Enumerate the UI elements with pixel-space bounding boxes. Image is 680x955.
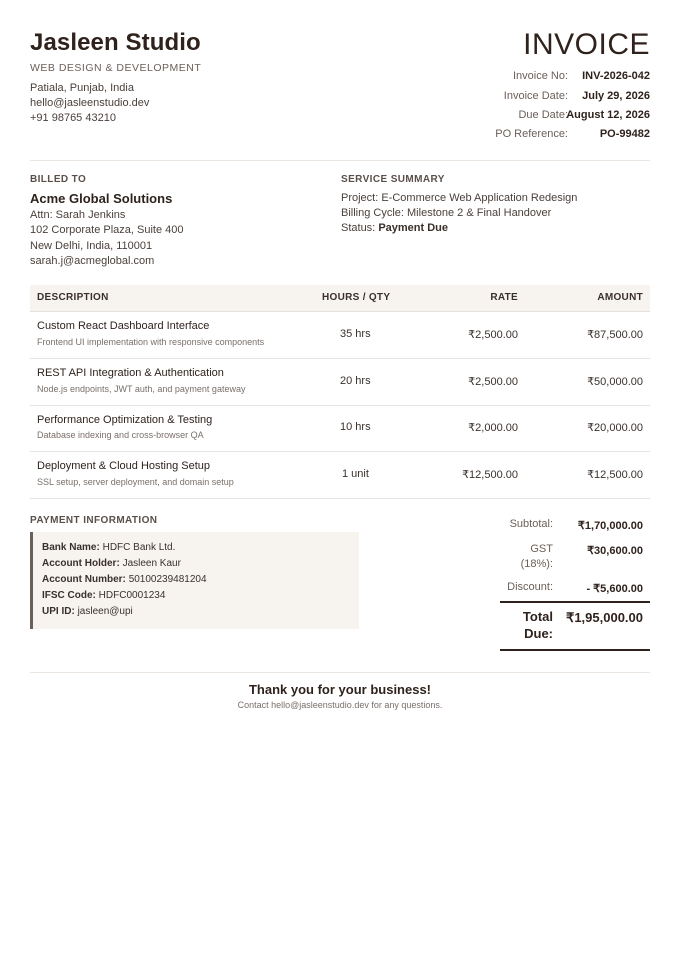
due-date-value: August 12, 2026	[566, 109, 650, 121]
payment-info-label: PAYMENT INFORMATION	[30, 515, 158, 526]
brand-tagline: WEB DESIGN & DEVELOPMENT	[30, 62, 202, 74]
brand-phone: +91 98765 43210	[30, 112, 116, 124]
upi-id-key: UPI ID:	[42, 606, 75, 617]
invoice-no-value: INV-2026-042	[582, 70, 650, 82]
item-qty: 1 unit	[342, 468, 369, 480]
item-qty: 20 hrs	[340, 375, 371, 387]
service-billing-cycle: Billing Cycle: Milestone 2 & Final Handover	[341, 207, 552, 219]
brand-address: Patiala, Punjab, India	[30, 82, 134, 94]
item-qty: 10 hrs	[340, 421, 371, 433]
total-due-value: ₹1,95,000.00	[566, 610, 643, 625]
service-summary-label: SERVICE SUMMARY	[341, 174, 445, 185]
discount-value: - ₹5,600.00	[586, 583, 643, 595]
item-qty: 35 hrs	[340, 328, 371, 340]
item-description: Frontend UI implementation with responsive components	[37, 337, 265, 347]
header-divider	[30, 160, 650, 161]
invoice-date-label: Invoice Date:	[503, 90, 568, 102]
th-amount: AMOUNT	[597, 292, 643, 303]
item-amount: ₹20,000.00	[587, 422, 643, 434]
thank-you-message: Thank you for your business!	[248, 682, 432, 697]
item-amount: ₹50,000.00	[587, 376, 643, 388]
upi-id-value: jasleen@upi	[77, 606, 133, 617]
status-label: Status:	[341, 222, 376, 234]
brand-email: hello@jasleenstudio.dev	[30, 97, 150, 109]
ifsc-code-key: IFSC Code:	[42, 590, 96, 601]
po-reference-value: PO-99482	[599, 128, 650, 140]
subtotal-value: ₹1,70,000.00	[577, 520, 643, 532]
po-reference-label: PO Reference:	[495, 128, 568, 140]
bank-name-key: Bank Name:	[42, 542, 100, 553]
service-status	[341, 222, 448, 234]
status-value: Payment Due	[378, 222, 449, 234]
client-address: 102 Corporate Plaza, Suite 400	[30, 224, 184, 236]
ifsc-code-value: HDFC0001234	[98, 590, 166, 601]
account-number-key: Account Number:	[42, 574, 126, 585]
item-title: Deployment & Cloud Hosting Setup	[37, 460, 211, 472]
footer-contact: Contact hello@jasleenstudio.dev for any questions.	[237, 700, 443, 710]
service-project: Project: E-Commerce Web Application Redesign	[341, 192, 578, 204]
total-top-rule	[500, 601, 650, 603]
account-holder-key: Account Holder:	[42, 558, 120, 569]
bank-name	[42, 542, 175, 553]
item-rate: ₹2,500.00	[468, 376, 518, 388]
invoice-title: INVOICE	[523, 28, 650, 61]
item-title: REST API Integration & Authentication	[37, 367, 224, 379]
row-divider	[30, 405, 650, 406]
item-amount: ₹87,500.00	[587, 329, 643, 341]
th-rate: RATE	[490, 292, 518, 303]
client-attn: Attn: Sarah Jenkins	[30, 209, 126, 221]
bank-name-value: HDFC Bank Ltd.	[102, 542, 176, 553]
total-bottom-rule	[500, 649, 650, 651]
item-amount: ₹12,500.00	[587, 469, 643, 481]
row-divider	[30, 358, 650, 359]
invoice-date-value: July 29, 2026	[582, 90, 650, 102]
client-city: New Delhi, India, 110001	[30, 240, 153, 252]
billed-to-label: BILLED TO	[30, 174, 87, 185]
subtotal-label: Subtotal:	[509, 518, 553, 530]
item-description: Node.js endpoints, JWT auth, and payment gateway	[37, 384, 246, 394]
discount-label: Discount:	[507, 581, 553, 593]
gst-value: ₹30,600.00	[587, 545, 643, 557]
item-description: SSL setup, server deployment, and domain setup	[37, 477, 234, 487]
th-description: DESCRIPTION	[37, 292, 109, 303]
total-label-line2: Due:	[524, 626, 553, 641]
item-rate: ₹2,500.00	[468, 329, 518, 341]
account-holder	[42, 558, 181, 569]
brand-name: Jasleen Studio	[30, 29, 201, 56]
account-number	[42, 574, 207, 585]
client-email: sarah.j@acmeglobal.com	[30, 255, 155, 267]
row-divider	[30, 451, 650, 452]
gst-label-line1: GST	[530, 543, 553, 555]
item-title: Performance Optimization & Testing	[37, 414, 213, 426]
upi-id	[42, 606, 133, 617]
gst-label-line2: (18%):	[520, 558, 553, 570]
item-rate: ₹2,000.00	[468, 422, 518, 434]
item-title: Custom React Dashboard Interface	[37, 320, 210, 332]
account-number-value: 50100239481204	[128, 574, 207, 585]
th-hours: HOURS / QTY	[322, 292, 391, 303]
ifsc-code	[42, 590, 165, 601]
client-name: Acme Global Solutions	[30, 191, 173, 206]
due-date-label: Due Date:	[518, 109, 568, 121]
footer-divider	[30, 672, 650, 673]
account-holder-value: Jasleen Kaur	[122, 558, 181, 569]
invoice-no-label: Invoice No:	[512, 70, 568, 82]
row-divider	[30, 498, 650, 499]
item-description: Database indexing and cross-browser QA	[37, 430, 204, 440]
total-label-line1: Total	[522, 609, 553, 624]
item-rate: ₹12,500.00	[462, 469, 518, 481]
